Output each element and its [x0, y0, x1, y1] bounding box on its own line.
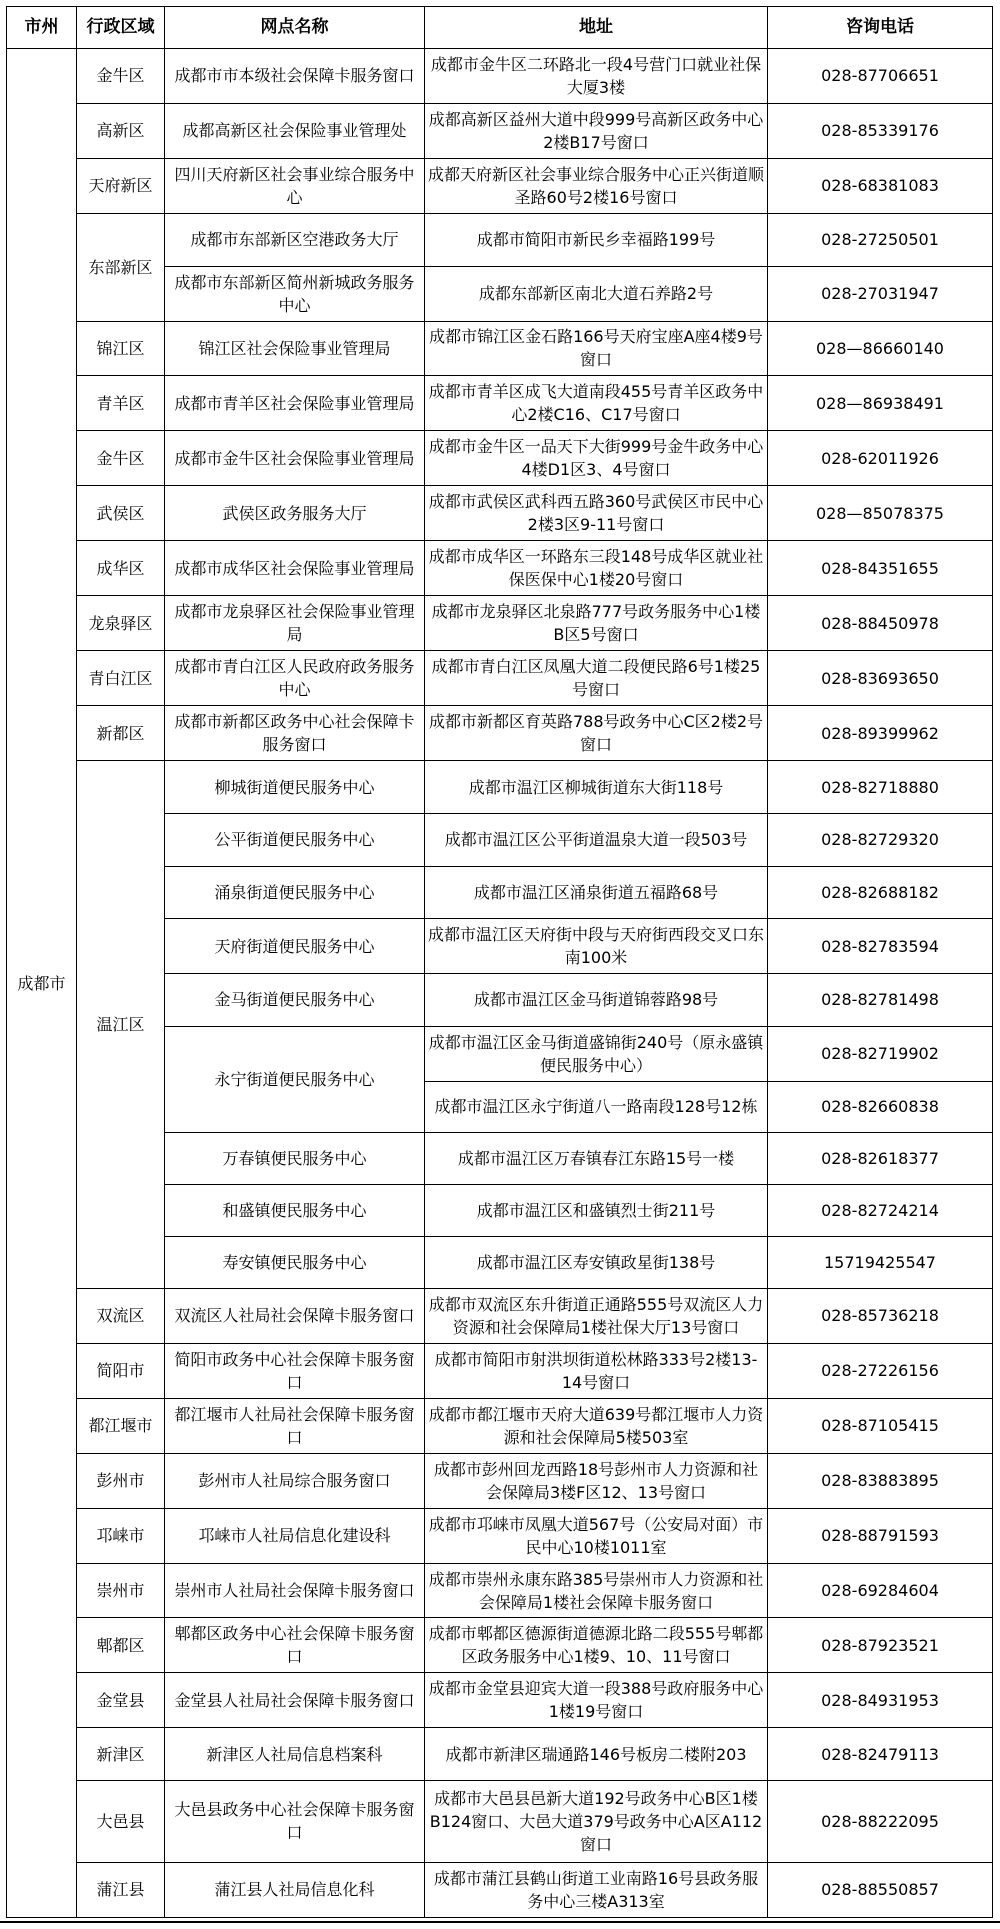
district-cell: 东部新区	[77, 213, 165, 321]
address-cell: 成都市成华区一环路东三段148号成华区就业社保医保中心1楼20号窗口	[425, 541, 768, 596]
address-cell: 成都市大邑县邑新大道192号政务中心B区1楼B124窗口、大邑大道379号政务中心A区A112窗口	[425, 1781, 768, 1863]
address-cell: 成都市锦江区金石路166号天府宝座A座4楼9号窗口	[425, 321, 768, 376]
phone-cell: 028-68381083	[768, 158, 993, 213]
outlet-name-cell: 简阳市政务中心社会保障卡服务窗口	[165, 1343, 425, 1398]
address-cell: 成都市温江区涌泉街道五福路68号	[425, 866, 768, 919]
address-cell: 成都市双流区东升街道正通路555号双流区人力资源和社会保障局1楼社保大厅13号窗口	[425, 1288, 768, 1343]
header-outlet-name: 网点名称	[165, 7, 425, 49]
district-cell: 金牛区	[77, 431, 165, 486]
district-cell: 新都区	[77, 706, 165, 761]
address-cell: 成都市金牛区二环路北一段4号营门口就业社保大厦3楼	[425, 49, 768, 104]
address-cell: 成都市温江区和盛镇烈士街211号	[425, 1184, 768, 1237]
phone-cell: 028-62011926	[768, 431, 993, 486]
header-address: 地址	[425, 7, 768, 49]
table-row	[7, 213, 993, 266]
phone-cell: 028-88450978	[768, 596, 993, 651]
outlet-name-cell: 成都市东部新区简州新城政务服务中心	[165, 266, 425, 321]
address-cell: 成都市简阳市射洪坝街道松林路333号2楼13-14号窗口	[425, 1343, 768, 1398]
district-cell: 温江区	[77, 761, 165, 1288]
phone-cell: 028-84931953	[768, 1673, 993, 1728]
table-row	[7, 541, 993, 596]
phone-cell: 028-27031947	[768, 266, 993, 321]
outlet-name-cell: 涌泉街道便民服务中心	[165, 866, 425, 919]
phone-cell: 028-82719902	[768, 1026, 993, 1081]
district-cell: 崇州市	[77, 1563, 165, 1618]
table-row	[7, 1862, 993, 1917]
outlet-name-cell: 和盛镇便民服务中心	[165, 1184, 425, 1237]
phone-cell: 028—86938491	[768, 376, 993, 431]
district-cell: 金堂县	[77, 1673, 165, 1728]
address-cell: 成都市青羊区成飞大道南段455号青羊区政务中心2楼C16、C17号窗口	[425, 376, 768, 431]
district-cell: 金牛区	[77, 49, 165, 104]
outlet-name-cell: 四川天府新区社会事业综合服务中心	[165, 158, 425, 213]
table-row	[7, 1728, 993, 1781]
table-row	[7, 1781, 993, 1863]
outlet-name-cell: 蒲江县人社局信息化科	[165, 1862, 425, 1917]
outlet-name-cell: 成都市青羊区社会保险事业管理局	[165, 376, 425, 431]
district-cell: 郫都区	[77, 1618, 165, 1673]
district-cell: 锦江区	[77, 321, 165, 376]
phone-cell: 028-85339176	[768, 103, 993, 158]
outlet-name-cell: 新津区人社局信息档案科	[165, 1728, 425, 1781]
phone-cell: 028-82783594	[768, 919, 993, 974]
city-cell: 成都市	[7, 49, 77, 1918]
table-row	[7, 1508, 993, 1563]
district-cell: 双流区	[77, 1288, 165, 1343]
outlet-name-cell: 郫都区政务中心社会保障卡服务窗口	[165, 1618, 425, 1673]
outlet-name-cell: 崇州市人社局社会保障卡服务窗口	[165, 1563, 425, 1618]
outlet-name-cell: 彭州市人社局综合服务窗口	[165, 1453, 425, 1508]
address-cell: 成都市温江区天府街中段与天府街西段交叉口东南100米	[425, 919, 768, 974]
phone-cell: 028-88550857	[768, 1862, 993, 1917]
outlet-name-cell: 成都市新都区政务中心社会保障卡服务窗口	[165, 706, 425, 761]
table-row	[7, 49, 993, 104]
outlet-name-cell: 成都市成华区社会保险事业管理局	[165, 541, 425, 596]
address-cell: 成都市温江区寿安镇政星街138号	[425, 1237, 768, 1288]
phone-cell: 028—85078375	[768, 486, 993, 541]
address-cell: 成都市蒲江县鹤山街道工业南路16号县政务服务中心三楼A313室	[425, 1862, 768, 1917]
district-cell: 蒲江县	[77, 1862, 165, 1917]
address-cell: 成都市简阳市新民乡幸福路199号	[425, 213, 768, 266]
phone-cell: 028-82618377	[768, 1133, 993, 1184]
outlet-name-cell: 成都高新区社会保险事业管理处	[165, 103, 425, 158]
district-cell: 高新区	[77, 103, 165, 158]
outlet-name-cell: 成都市东部新区空港政务大厅	[165, 213, 425, 266]
address-cell: 成都市温江区万春镇春江东路15号一楼	[425, 1133, 768, 1184]
table-row	[7, 158, 993, 213]
table-body	[7, 49, 993, 1918]
outlet-name-cell: 邛崃市人社局信息化建设科	[165, 1508, 425, 1563]
phone-cell: 028-88222095	[768, 1781, 993, 1863]
phone-cell: 028-82660838	[768, 1081, 993, 1132]
address-cell: 成都市武侯区武科西五路360号武侯区市民中心2楼3区9-11号窗口	[425, 486, 768, 541]
outlet-name-cell: 公平街道便民服务中心	[165, 813, 425, 866]
district-cell: 成华区	[77, 541, 165, 596]
address-cell: 成都市郫都区德源街道德源北路二段555号郫都区政务服务中心1楼9、10、11号窗口	[425, 1618, 768, 1673]
address-cell: 成都市新津区瑞通路146号板房二楼附203	[425, 1728, 768, 1781]
address-cell: 成都市温江区柳城街道东大街118号	[425, 761, 768, 814]
table-row	[7, 1673, 993, 1728]
address-cell: 成都天府新区社会事业综合服务中心正兴街道顺圣路60号2楼16号窗口	[425, 158, 768, 213]
district-cell: 都江堰市	[77, 1398, 165, 1453]
outlet-name-cell: 金马街道便民服务中心	[165, 974, 425, 1027]
bottom-rule	[0, 1921, 1000, 1923]
outlet-name-cell: 永宁街道便民服务中心	[165, 1026, 425, 1132]
address-cell: 成都市青白江区凤凰大道二段便民路6号1楼25号窗口	[425, 651, 768, 706]
phone-cell: 028—86660140	[768, 321, 993, 376]
phone-cell: 028-82688182	[768, 866, 993, 919]
header-row	[7, 7, 993, 49]
district-cell: 青羊区	[77, 376, 165, 431]
outlet-name-cell: 柳城街道便民服务中心	[165, 761, 425, 814]
table-row	[7, 596, 993, 651]
address-cell: 成都市龙泉驿区北泉路777号政务服务中心1楼B区5号窗口	[425, 596, 768, 651]
header-phone: 咨询电话	[768, 7, 993, 49]
header-district: 行政区域	[77, 7, 165, 49]
address-cell: 成都市邛崃市凤凰大道567号（公安局对面）市民中心10楼1011室	[425, 1508, 768, 1563]
table-row	[7, 651, 993, 706]
phone-cell: 028-83883895	[768, 1453, 993, 1508]
phone-cell: 028-84351655	[768, 541, 993, 596]
table-row	[7, 761, 993, 814]
header-city: 市州	[7, 7, 77, 49]
address-cell: 成都市温江区公平街道温泉大道一段503号	[425, 813, 768, 866]
phone-cell: 028-87923521	[768, 1618, 993, 1673]
table-row	[7, 1563, 993, 1618]
table-row	[7, 376, 993, 431]
address-cell: 成都市金牛区一品天下大街999号金牛政务中心4楼D1区3、4号窗口	[425, 431, 768, 486]
address-cell: 成都市金堂县迎宾大道一段388号政府服务中心1楼19号窗口	[425, 1673, 768, 1728]
district-cell: 简阳市	[77, 1343, 165, 1398]
outlet-name-cell: 成都市龙泉驿区社会保险事业管理局	[165, 596, 425, 651]
table-row	[7, 1288, 993, 1343]
phone-cell: 028-82724214	[768, 1184, 993, 1237]
address-cell: 成都市温江区永宁街道八一路南段128号12栋	[425, 1081, 768, 1132]
outlet-name-cell: 金堂县人社局社会保障卡服务窗口	[165, 1673, 425, 1728]
outlet-name-cell: 万春镇便民服务中心	[165, 1133, 425, 1184]
district-cell: 龙泉驿区	[77, 596, 165, 651]
outlet-name-cell: 成都市金牛区社会保险事业管理局	[165, 431, 425, 486]
phone-cell: 028-82729320	[768, 813, 993, 866]
outlet-name-cell: 成都市青白江区人民政府政务服务中心	[165, 651, 425, 706]
table-row	[7, 321, 993, 376]
address-cell: 成都市温江区金马街道锦蓉路98号	[425, 974, 768, 1027]
phone-cell: 028-82479113	[768, 1728, 993, 1781]
phone-cell: 028-87706651	[768, 49, 993, 104]
district-cell: 天府新区	[77, 158, 165, 213]
address-cell: 成都高新区益州大道中段999号高新区政务中心2楼B17号窗口	[425, 103, 768, 158]
phone-cell: 028-27226156	[768, 1343, 993, 1398]
phone-cell: 028-87105415	[768, 1398, 993, 1453]
phone-cell: 028-82718880	[768, 761, 993, 814]
district-cell: 青白江区	[77, 651, 165, 706]
address-cell: 成都市都江堰市天府大道639号都江堰市人力资源和社会保障局5楼503室	[425, 1398, 768, 1453]
outlet-name-cell: 寿安镇便民服务中心	[165, 1237, 425, 1288]
table-row	[7, 706, 993, 761]
phone-cell: 028-83693650	[768, 651, 993, 706]
outlet-name-cell: 双流区人社局社会保障卡服务窗口	[165, 1288, 425, 1343]
address-cell: 成都市彭州回龙西路18号彭州市人力资源和社会保障局3楼F区12、13号窗口	[425, 1453, 768, 1508]
outlet-name-cell: 锦江区社会保险事业管理局	[165, 321, 425, 376]
address-cell: 成都市崇州永康东路385号崇州市人力资源和社会保障局1楼社会保障卡服务窗口	[425, 1563, 768, 1618]
outlet-name-cell: 武侯区政务服务大厅	[165, 486, 425, 541]
table-row	[7, 1453, 993, 1508]
table-row	[7, 486, 993, 541]
district-cell: 新津区	[77, 1728, 165, 1781]
outlet-name-cell: 都江堰市人社局社会保障卡服务窗口	[165, 1398, 425, 1453]
district-cell: 彭州市	[77, 1453, 165, 1508]
address-cell: 成都东部新区南北大道石养路2号	[425, 266, 768, 321]
address-cell: 成都市温江区金马街道盛锦街240号（原永盛镇便民服务中心）	[425, 1026, 768, 1081]
district-cell: 大邑县	[77, 1781, 165, 1863]
table-row	[7, 1343, 993, 1398]
district-cell: 武侯区	[77, 486, 165, 541]
phone-cell: 028-69284604	[768, 1563, 993, 1618]
outlet-name-cell: 大邑县政务中心社会保障卡服务窗口	[165, 1781, 425, 1863]
outlet-name-cell: 成都市市本级社会保障卡服务窗口	[165, 49, 425, 104]
table-row	[7, 1618, 993, 1673]
table-row	[7, 431, 993, 486]
address-cell: 成都市新都区育英路788号政务中心C区2楼2号窗口	[425, 706, 768, 761]
district-cell: 邛崃市	[77, 1508, 165, 1563]
phone-cell: 15719425547	[768, 1237, 993, 1288]
phone-cell: 028-85736218	[768, 1288, 993, 1343]
phone-cell: 028-89399962	[768, 706, 993, 761]
table-row	[7, 103, 993, 158]
phone-cell: 028-88791593	[768, 1508, 993, 1563]
phone-cell: 028-82781498	[768, 974, 993, 1027]
outlet-name-cell: 天府街道便民服务中心	[165, 919, 425, 974]
phone-cell: 028-27250501	[768, 213, 993, 266]
table-row	[7, 1398, 993, 1453]
service-outlet-table	[6, 6, 993, 1918]
